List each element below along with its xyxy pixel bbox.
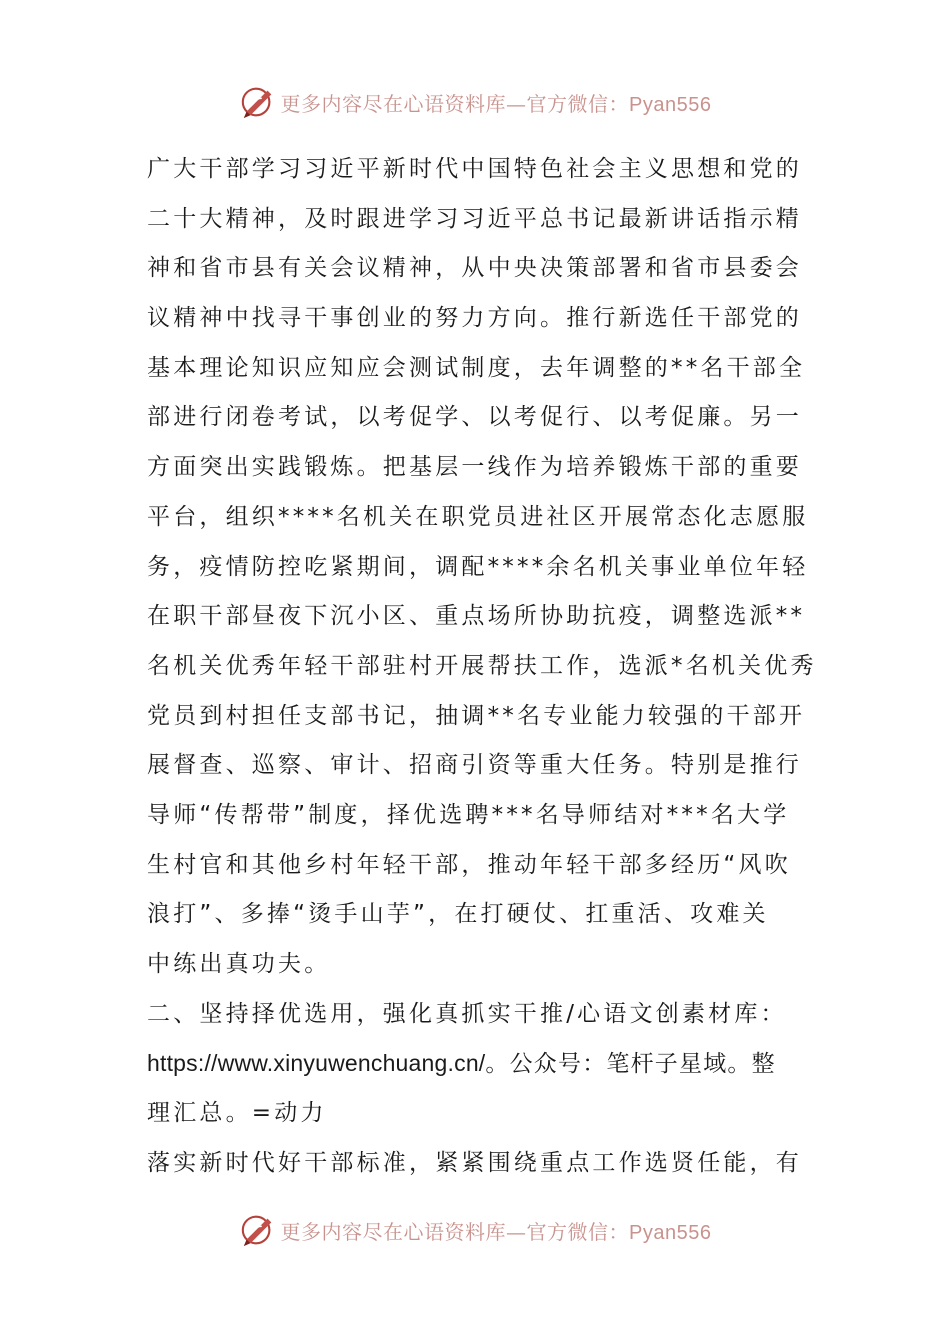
text-line: 议精神中找寻干事创业的努力方向。推行新选任干部党的 bbox=[147, 305, 802, 332]
header-banner bbox=[0, 82, 950, 122]
text-line: 中练出真功夫。 bbox=[147, 951, 331, 977]
text-line: 名机关优秀年轻干部驻村开展帮扶工作，选派*名机关优秀 bbox=[147, 652, 817, 679]
text-line: 浪打”、多捧“烫手山芋”，在打硬仗、扛重活、攻难关 bbox=[147, 901, 769, 928]
text-line: 基本理论知识应知应会测试制度，去年调整的**名干部全 bbox=[147, 354, 806, 381]
website-link[interactable]: https://www.xinyuwenchuang.cn/ bbox=[147, 1050, 486, 1077]
text-line: 二十大精神，及时跟进学习习近平总书记最新讲话指示精 bbox=[147, 205, 802, 232]
text-line: 平台，组织****名机关在职党员进社区开展常态化志愿服 bbox=[147, 503, 809, 530]
banner-text: 更多内容尽在心语资料库—官方微信：Pyan556 bbox=[280, 91, 712, 116]
url-line-rest: 。公众号：笔杆子星域。整 bbox=[485, 1051, 776, 1078]
pen-logo-icon bbox=[239, 1211, 277, 1249]
text-line: 生村官和其他乡村年轻干部，推动年轻干部多经历“风吹 bbox=[147, 851, 791, 878]
text-line: 务，疫情防控吃紧期间，调配****余名机关事业单位年轻 bbox=[147, 553, 809, 580]
text-line: 广大干部学习习近平新时代中国特色社会主义思想和党的 bbox=[147, 156, 802, 182]
text-line: 导师“传帮带”制度，择优选聘***名导师结对***名大学 bbox=[147, 801, 790, 828]
text-line: 理汇总。=动力 bbox=[147, 1100, 327, 1127]
text-line: 部进行闭卷考试，以考促学、以考促行、以考促廉。另一 bbox=[147, 404, 802, 431]
document-body bbox=[147, 145, 817, 1188]
text-line: 党员到村担任支部书记，抽调**名专业能力较强的干部开 bbox=[147, 702, 806, 729]
text-line: 神和省市县有关会议精神，从中央决策部署和省市县委会 bbox=[147, 255, 802, 282]
footer-banner bbox=[0, 1210, 950, 1250]
text-line: 在职干部昼夜下沉小区、重点场所协助抗疫，调整选派** bbox=[147, 603, 806, 630]
section-heading-line: 二、坚持择优选用，强化真抓实干推/心语文创素材库： bbox=[147, 1000, 787, 1027]
pen-logo-icon bbox=[239, 83, 277, 121]
text-line: 落实新时代好干部标准，紧紧围绕重点工作选贤任能，有 bbox=[147, 1149, 802, 1176]
text-line: 方面突出实践锻炼。把基层一线作为培养锻炼干部的重要 bbox=[147, 454, 802, 481]
text-line: 展督查、巡察、审计、招商引资等重大任务。特别是推行 bbox=[147, 752, 802, 779]
banner-text: 更多内容尽在心语资料库—官方微信：Pyan556 bbox=[280, 1219, 712, 1244]
url-line bbox=[147, 1039, 807, 1089]
